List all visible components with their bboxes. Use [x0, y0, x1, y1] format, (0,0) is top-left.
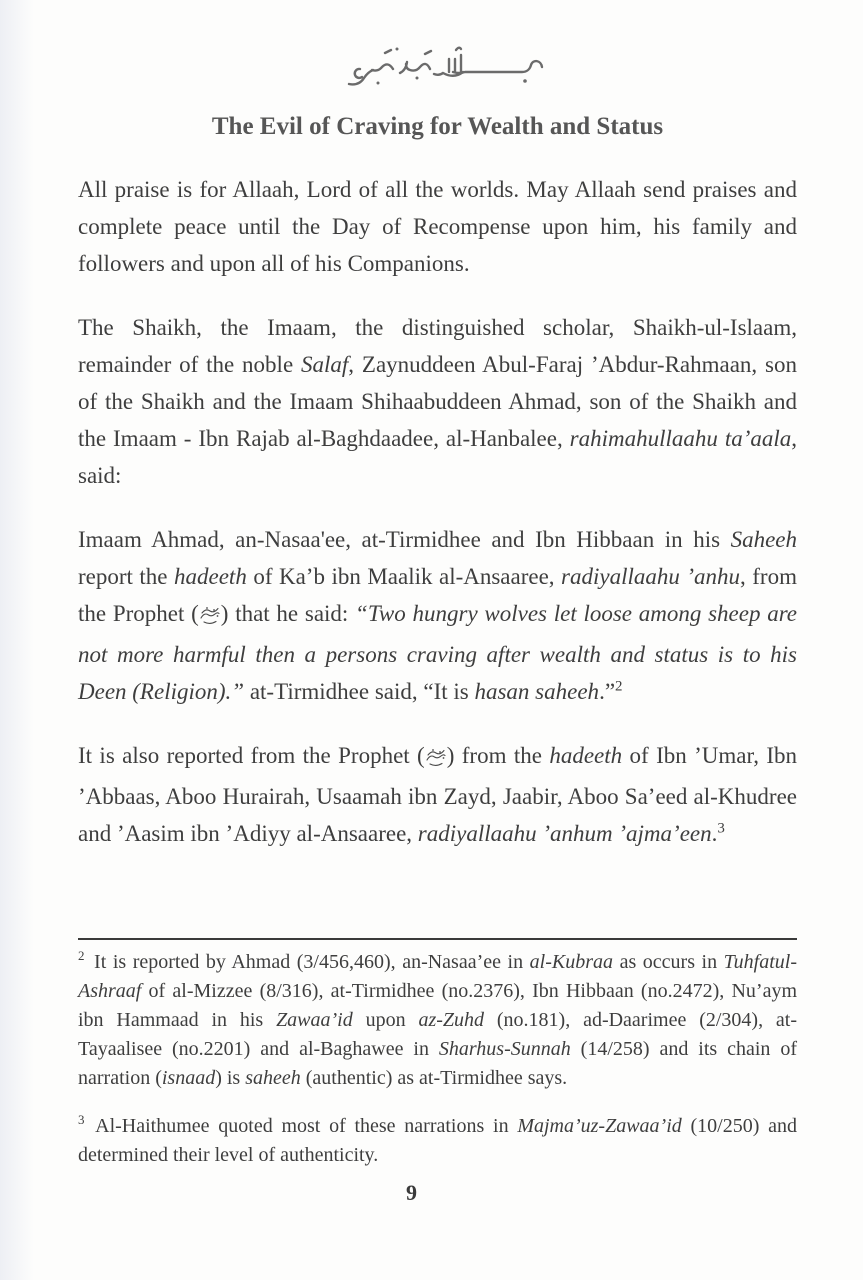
- bismillah-calligraphy: [78, 40, 797, 103]
- page-content: [78, 40, 797, 879]
- paragraph-1: All praise is for Allaah, Lord of all the worlds. May Allaah send praises and complete peace until the Day of Recompense upon him, his family and followers and upon all of his Companions.: [78, 177, 797, 276]
- footnote-2: [78, 948, 797, 1093]
- chapter-title: The Evil of Craving for Wealth and Status: [211, 113, 664, 140]
- body-text: [78, 171, 797, 852]
- bismillah-calligraphy-art: [329, 40, 547, 98]
- pbuh-icon: [425, 741, 447, 778]
- paragraph-4: It is also reported from the Prophet ( ) from the hadeeth of Ibn ’Umar, Ibn ’Abbaas, Aboo Hurairah, Usaamah ibn Zayd, Jaabir, Aboo Sa’eed al-Khudree and ’Aasim ibn ’Adiyy al-Ansaaree, radiyallaahu ’anhum ’ajma’een.$^3$: [78, 743, 797, 846]
- footnote-marker: 2: [78, 948, 85, 964]
- page-number: 9: [406, 1180, 417, 1205]
- paragraph-3: Imaam Ahmad, an-Nasaa'ee, at-Tirmidhee and Ibn Hibbaan in his Saheeh report the hadeeth of Ka’b ibn Maalik al-Ansaaree, radiyallaahu ’anhu, from the Prophet ( ) that he said: “Two hungry wolves let loose among sheep are not more harmful then a persons craving after wealth and status is to his Deen (Religion).” at-Tirmidhee said, “It is hasan saheeh.”$^2$: [78, 527, 798, 704]
- paragraph-2: The Shaikh, the Imaam, the distinguished scholar, Shaikh-ul-Islaam, remainder of the noble Salaf, Zaynuddeen Abul-Faraj ’Abdur-Rahmaan, son of the Shaikh and the Imaam Shihaabuddeen Ahmad, son of the Shaikh and the Imaam - Ibn Rajab al-Baghdaadee, al-Hanbalee, rahimahullaahu ta’aala, said:: [78, 315, 798, 488]
- footnote-text: Al-Haithumee quoted most of these narrations in Majma’uz-Zawaa’id (10/250) and determined their level of authenticity.: [78, 1115, 797, 1166]
- footnote-marker: 3: [78, 1112, 85, 1128]
- pbuh-icon: [199, 599, 221, 636]
- footnote-text: It is reported by Ahmad (3/456,460), an-Nasaa’ee in al-Kubraa as occurs in Tuhfatul-Ashraaf of al-Mizzee (8/316), at-Tirmidhee (no.2376), Ibn Hibbaan (no.2472), Nu’aym ibn Hammaad in his Zawaa’id upon az-Zuhd (no.181), ad-Daarimee (2/304), at-Tayaalisee (no.2201) and al-Baghawee in Sharhus-Sunnah (14/258) and its chain of narration (isnaad) is saheeh (authentic) as at-Tirmidhee says.: [78, 951, 798, 1089]
- footnote-separator: [78, 938, 797, 940]
- footnote-area: [78, 938, 797, 1189]
- footnote-3: [78, 1112, 797, 1170]
